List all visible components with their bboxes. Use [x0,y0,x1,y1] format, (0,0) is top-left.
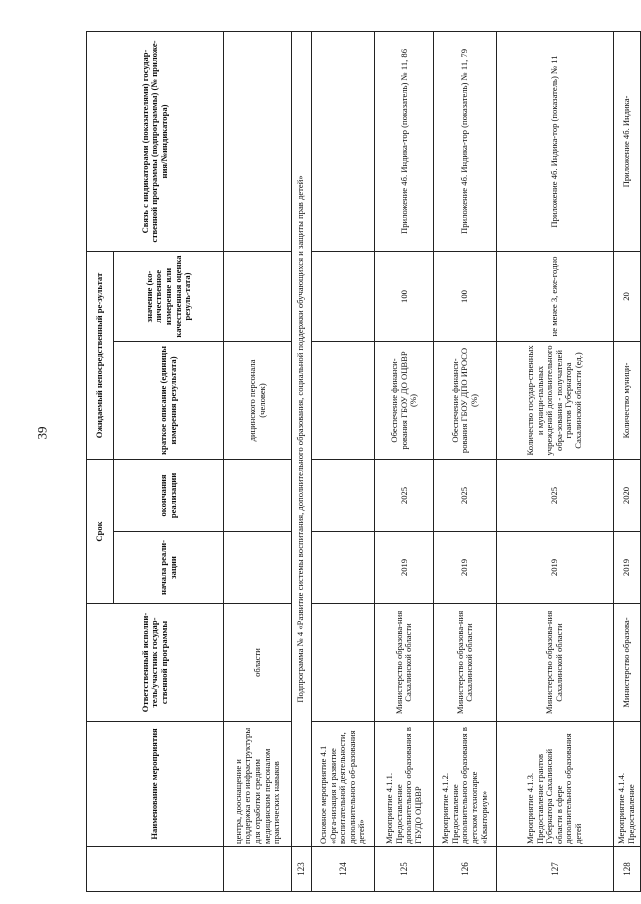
row-num [224,847,292,892]
row-start [311,532,375,604]
header-name: Наименование мероприятия [87,722,224,847]
row-name: центра, дооснащение и поддержка его инфраструктуры для отработки средним медицинским персоналом практических навыков [224,722,292,847]
row-responsible: Министерство образова- [613,604,640,722]
row-num: 127 [497,847,614,892]
row-end: 2025 [497,459,614,531]
row-end [224,459,292,531]
row-link [224,31,292,251]
row-desc: дицинского персонала (человек) [224,341,292,459]
row-value: 20 [613,251,640,341]
row-value [224,251,292,341]
header-result-value: значение (ко-личественное измерение или качественная оценка резуль-тата) [114,251,224,341]
row-value: 100 [434,251,497,341]
row-desc: Обеспечение финанси-рования ГБОУ ДО ОЦВВР (%) [375,341,434,459]
row-name: Мероприятие 4.1.1. Предоставление дополнительного образования в ГБУДО ОЦВВР [375,722,434,847]
row-link: Приложение 4б. Индика-тор (показатель) № 11 [497,31,614,251]
row-start [224,532,292,604]
section-title: Подпрограмма № 4 «Развитие системы воспитания, дополнительного образования, социальной поддержки обучающихся и защиты прав детей» [291,31,311,846]
rotated-table-container [86,32,641,892]
row-responsible: Министерство образова-ния Сахалинской области [375,604,434,722]
table-row [375,31,434,891]
row-end: 2025 [434,459,497,531]
header-term: Срок [87,459,114,603]
table-row [613,31,640,891]
row-desc: Количество муници- [613,341,640,459]
row-responsible [311,604,375,722]
row-desc: Количество государ-ственных и муници-пальных учреждений дополнительного обра-зования - получателей грантов Губернатора Сахалинской области (ед.) [497,341,614,459]
row-desc: Обеспечение финанси-рования ГБОУ ДПО ИРОСО (%) [434,341,497,459]
section-num: 123 [291,847,311,892]
row-value: 100 [375,251,434,341]
row-num: 124 [311,847,375,892]
row-responsible: Министерство образова-ния Сахалинской области [497,604,614,722]
header-term-end: окончания реализации [114,459,224,531]
section-row [291,31,311,891]
row-end [311,459,375,531]
header-responsible: Ответственный исполни-тель/участник государ-ственной программы [87,604,224,722]
row-responsible: Министерство образова-ния Сахалинской области [434,604,497,722]
row-link: Приложение 4б. Индика- [613,31,640,251]
row-value [311,251,375,341]
header-link: Связь с индикаторами (показателями) государ-ственной программы (подпрограммы) (№ приложе-ния/№индикатора) [87,31,224,251]
row-link: Приложение 4б. Индика-тор (показатель) № 11, 86 [375,31,434,251]
header-row-1 [87,31,114,891]
row-end: 2020 [613,459,640,531]
row-start: 2019 [375,532,434,604]
header-num [87,847,224,892]
row-start: 2019 [434,532,497,604]
row-name: Мероприятие 4.1.4. Предоставление [613,722,640,847]
row-start: 2019 [613,532,640,604]
row-responsible: области [224,604,292,722]
table-row [311,31,375,891]
measures-table [86,31,641,892]
table-row [497,31,614,891]
row-start: 2019 [497,532,614,604]
row-name: Мероприятие 4.1.2. Предоставление дополнительного образования в детском технопарке «Кванториум» [434,722,497,847]
header-result-desc: краткое описание (единицы измерения результата) [114,341,224,459]
row-link [311,31,375,251]
row-end: 2025 [375,459,434,531]
header-term-start: начала реали-зации [114,532,224,604]
row-num: 128 [613,847,640,892]
page-number: 39 [34,426,50,440]
row-name: Мероприятие 4.1.3. Предоставление грантов Губернатора Сахалинской области в сфере дополнительного образования детей [497,722,614,847]
header-result: Ожидаемый непосредственный ре-зультат [87,251,114,459]
row-num: 126 [434,847,497,892]
row-desc [311,341,375,459]
row-link: Приложение 4б. Индика-тор (показатель) № 11, 79 [434,31,497,251]
table-row [434,31,497,891]
row-value: не менее 3, еже-годно [497,251,614,341]
row-name: Основное мероприятие 4.1 «Орга-низация и развитие воспитательной деятельности, дополнительного об-разования детей» [311,722,375,847]
row-num: 125 [375,847,434,892]
table-row [224,31,292,891]
